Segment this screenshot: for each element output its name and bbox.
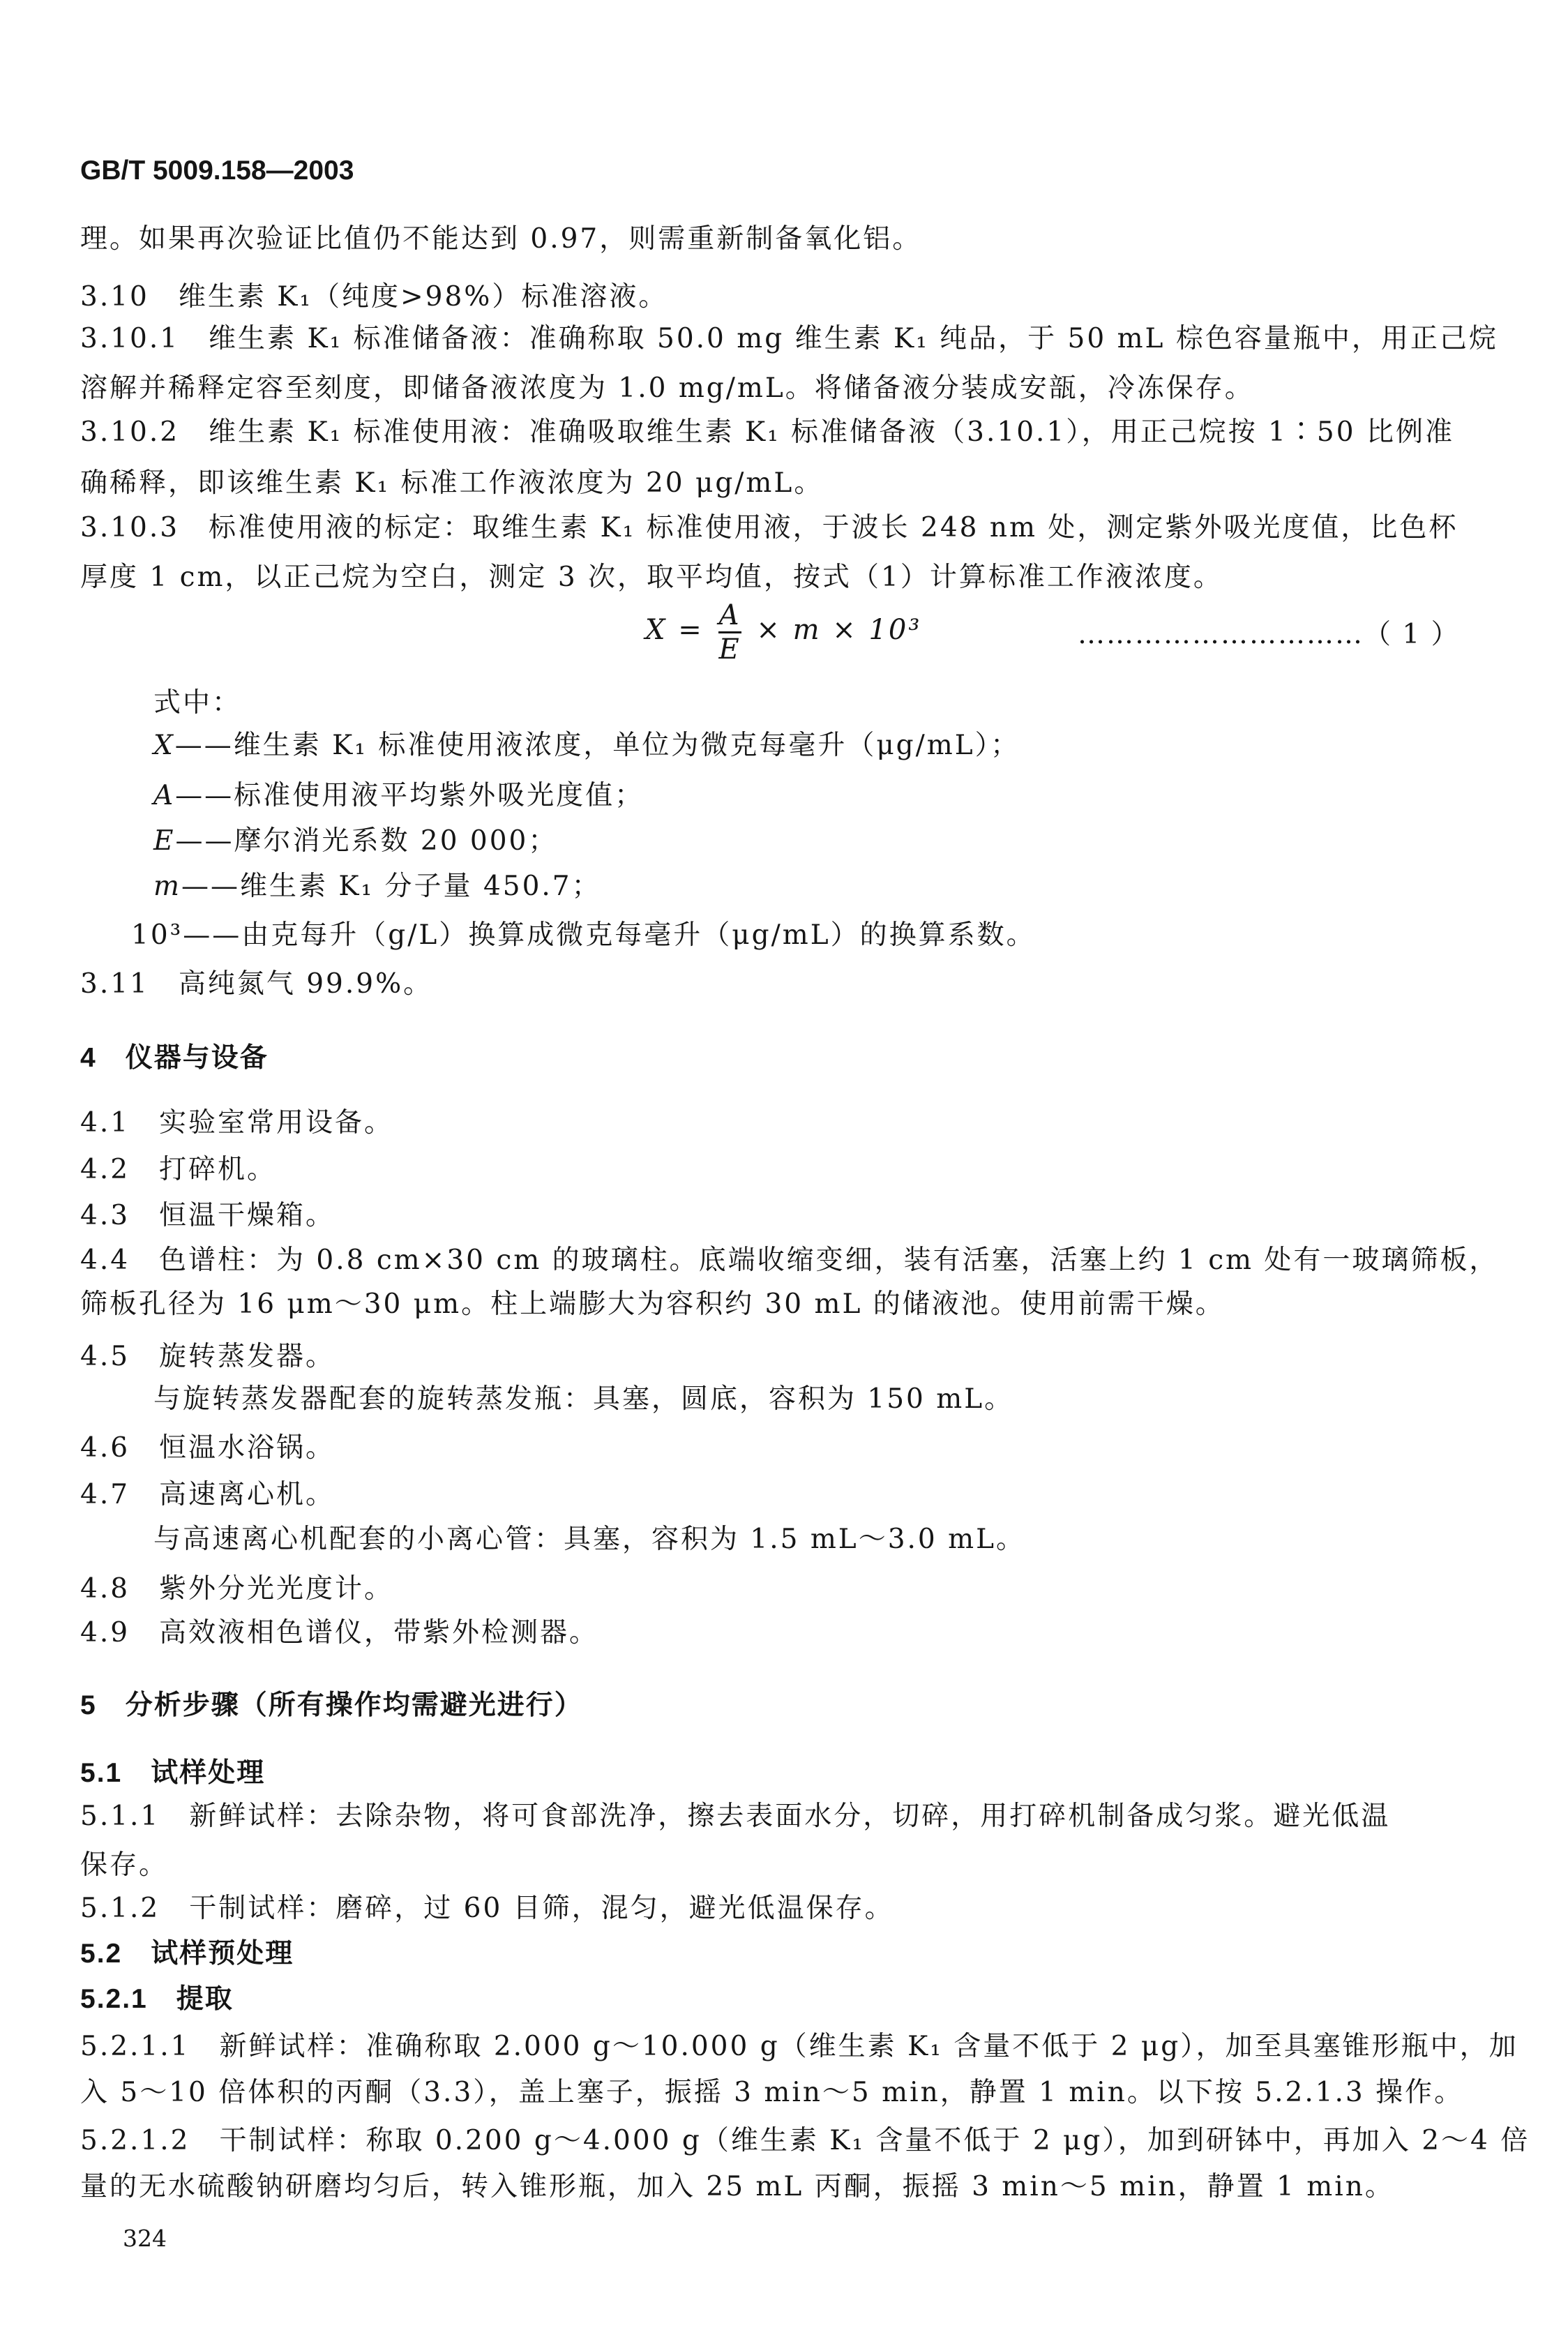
where-description: ——标准使用液平均紫外吸光度值； [175, 780, 644, 811]
list-item: 4.9 高效液相色谱仪，带紫外检测器。 [80, 1617, 599, 1648]
list-item: 与高速离心机配套的小离心管：具塞，容积为 1.5 mL～3.0 mL。 [153, 1524, 1025, 1555]
subsection-heading: 5.2 试样预处理 [80, 1939, 294, 1969]
list-item: 4.7 高速离心机。 [80, 1479, 336, 1510]
formula-denominator: E [718, 633, 741, 666]
paragraph-line: 3.11 高纯氮气 99.9%。 [80, 968, 433, 1000]
section-heading-4: 4 仪器与设备 [80, 1043, 269, 1073]
where-description: ——维生素 K₁ 标准使用液浓度，单位为微克每毫升（μg/mL）； [174, 730, 1020, 761]
formula-fraction [718, 601, 741, 664]
formula-numerator: A [718, 599, 741, 631]
paragraph-line: 厚度 1 cm，以正己烷为空白，测定 3 次，取平均值，按式（1）计算标准工作液浓度。 [80, 562, 1223, 593]
formula-number: …………………………（ 1 ） [1078, 619, 1460, 650]
paragraph-line: 保存。 [80, 1849, 169, 1881]
paragraph-line: 溶解并稀释定容至刻度，即储备液浓度为 1.0 mg/mL。将储备液分装成安瓿，冷冻保存。 [80, 373, 1254, 404]
paragraph-line: 3.10.1 维生素 K₁ 标准储备液：准确称取 50.0 mg 维生素 K₁ 纯品，于 50 mL 棕色容量瓶中，用正己烷 [80, 323, 1498, 354]
paragraph-line: 入 5～10 倍体积的丙酮（3.3），盖上塞子，振摇 3 min～5 min，静置 1 min。以下按 5.2.1.3 操作。 [80, 2077, 1464, 2108]
where-description: ——由克每升（g/L）换算成微克每毫升（μg/mL）的换算系数。 [183, 919, 1036, 951]
subsection-heading: 5.2.1 提取 [80, 1984, 234, 2014]
section-heading-5: 5 分析步骤（所有操作均需避光进行） [80, 1690, 583, 1720]
paragraph-line: 3.10.2 维生素 K₁ 标准使用液：准确吸取维生素 K₁ 标准储备液（3.10.1），用正己烷按 1∶50 比例准 [80, 416, 1454, 448]
paragraph-line: 5.2.1.2 干制试样：称取 0.200 g～4.000 g（维生素 K₁ 含量不低于 2 μg），加到研钵中，再加入 2～4 倍 [80, 2125, 1530, 2156]
subsection-heading: 5.1 试样处理 [80, 1758, 266, 1788]
page-number: 324 [123, 2225, 167, 2252]
where-symbol: X [153, 730, 175, 761]
paragraph-line: 量的无水硫酸钠研磨均匀后，转入锥形瓶，加入 25 mL 丙酮，振摇 3 min～5 min，静置 1 min。 [80, 2171, 1394, 2202]
list-item: 4.6 恒温水浴锅。 [80, 1432, 336, 1464]
standard-header: GB/T 5009.158—2003 [80, 156, 354, 186]
where-symbol: E [153, 825, 176, 857]
paragraph-line: 3.10 维生素 K₁（纯度>98%）标准溶液。 [80, 281, 668, 313]
where-item [153, 825, 557, 857]
list-item: 4.2 打碎机。 [80, 1154, 277, 1185]
formula-rhs: × m × 10³ [756, 614, 922, 646]
paragraph-line: 理。如果再次验证比值仍不能达到 0.97，则需重新制备氧化铝。 [80, 223, 922, 255]
where-description: ——摩尔消光系数 20 000； [175, 825, 558, 857]
formula [645, 599, 921, 664]
list-item: 4.8 紫外分光光度计。 [80, 1573, 394, 1605]
formula-lhs: X = [645, 614, 704, 646]
paragraph-line: 5.1.2 干制试样：磨碎，过 60 目筛，混匀，避光低温保存。 [80, 1893, 894, 1924]
where-title: 式中： [153, 687, 242, 719]
list-item: 4.3 恒温干燥箱。 [80, 1200, 336, 1231]
list-item: 4.5 旋转蒸发器。 [80, 1341, 336, 1372]
list-item: 4.1 实验室常用设备。 [80, 1107, 394, 1139]
where-item [153, 730, 1020, 762]
list-item: 4.4 色谱柱：为 0.8 cm×30 cm 的玻璃柱。底端收缩变细，装有活塞，活塞上约 1 cm 处有一玻璃筛板， [80, 1245, 1499, 1276]
list-item: 筛板孔径为 16 μm～30 μm。柱上端膨大为容积约 30 mL 的储液池。使用前需干燥。 [80, 1289, 1225, 1320]
list-item: 与旋转蒸发器配套的旋转蒸发瓶：具塞，圆底，容积为 150 mL。 [153, 1383, 1014, 1415]
paragraph-line: 5.2.1.1 新鲜试样：准确称取 2.000 g～10.000 g（维生素 K₁ 含量不低于 2 μg），加至具塞锥形瓶中，加 [80, 2031, 1518, 2062]
paragraph-line: 确稀释，即该维生素 K₁ 标准工作液浓度为 20 μg/mL。 [80, 467, 824, 499]
where-symbol: 10³ [131, 919, 183, 951]
where-item [153, 780, 644, 812]
where-item [131, 919, 1036, 952]
where-symbol: m [153, 871, 181, 902]
where-symbol: A [153, 780, 176, 811]
paragraph-line: 5.1.1 新鲜试样：去除杂物，将可食部洗净，擦去表面水分，切碎，用打碎机制备成匀浆。避光低温 [80, 1801, 1391, 1832]
paragraph-line: 3.10.3 标准使用液的标定：取维生素 K₁ 标准使用液，于波长 248 nm 处，测定紫外吸光度值，比色杯 [80, 512, 1458, 543]
where-description: ——维生素 K₁ 分子量 450.7； [181, 871, 601, 902]
where-item [153, 871, 601, 903]
